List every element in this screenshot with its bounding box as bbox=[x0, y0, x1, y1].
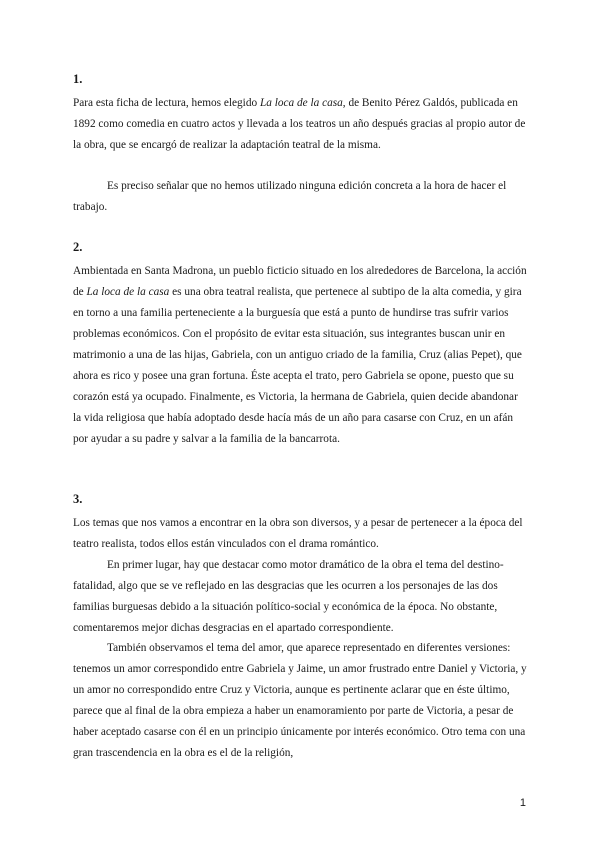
section-3-number: 3. bbox=[73, 492, 83, 506]
section-1-paragraph-2: Es preciso señalar que no hemos utilizado ninguna edición concreta a la hora de hacer el trabajo. bbox=[73, 180, 507, 213]
section-2-paragraph-1 bbox=[73, 261, 528, 450]
section-1-p1-text-end: , de Benito Pérez Galdós, publicada en 1892 como comedia en cuatro actos y llevada a los teatros un año después gracias al propio autor de la obra, que se encargó de realizar la adaptación teatral de la misma. bbox=[73, 97, 526, 151]
section-3-paragraph-1: Los temas que nos vamos a encontrar en la obra son diversos, y a pesar de pertenecer a la época del teatro realista, todos ellos están vinculados con el drama romántico. bbox=[73, 517, 523, 550]
section-1-p1-text-start: Para esta ficha de lectura, hemos elegido bbox=[73, 97, 260, 109]
work-title: La loca de la casa bbox=[86, 286, 170, 298]
section-1-number: 1. bbox=[73, 72, 83, 86]
section-2-p1-text-start: Ambientada en Santa Madrona, un pueblo ficticio situado en los alrededores de Barcelona, la acción de bbox=[73, 265, 527, 298]
page-number: 1 bbox=[519, 797, 526, 809]
section-2-p1-text-end: es una obra teatral realista, que pertenece al subtipo de la alta comedia, y gira en torno a una familia perteneciente a la burguesía que está a punto de hundirse tras sufrir varios problemas económicos. Con el propósito de evitar esta situación, sus integrantes buscan unir en matrimonio a una de las hijas, Gabriela, con un antiguo criado de la familia, Cruz (alias Pepet), que ahora es rico y posee una gran fortuna. Éste acepta el trato, pero Gabriela se opone, puesto que su corazón está ya ocupado. Finalmente, es Victoria, la hermana de Gabriela, quien decide abandonar la vida religiosa que había adoptado desde hacía más de un año para casarse con Cruz, en un afán por ayudar a su padre y salvar a la familia de la bancarrota. bbox=[73, 286, 522, 445]
work-title: La loca de la casa bbox=[259, 97, 343, 109]
section-3-paragraph-3: También observamos el tema del amor, que aparece representado en diferentes versiones: tenemos un amor correspondido entre Gabriela y Jaime, un amor frustrado entre Daniel y Victoria, y un amor no correspondido entre Cruz y Victoria, aunque es pertinente aclarar que en éste último, parece que al final de la obra empieza a haber un enamoramiento por parte de Victoria, a pesar de haber aceptado casarse con él en un principio únicamente por interés económico. Otro tema con una gran trascendencia en la obra es el de la religión, bbox=[73, 642, 527, 759]
section-3-paragraph-2: En primer lugar, hay que destacar como motor dramático de la obra el tema del destino-fatalidad, algo que se ve reflejado en las desgracias que les ocurren a los personajes de las dos familias burguesas debido a la situación político-social y económica de la época. No obstante, comentaremos mejor dichas desgracias en el apartado correspondiente. bbox=[73, 559, 504, 634]
section-2-number: 2. bbox=[73, 240, 83, 254]
section-1-paragraph-1 bbox=[73, 93, 528, 156]
